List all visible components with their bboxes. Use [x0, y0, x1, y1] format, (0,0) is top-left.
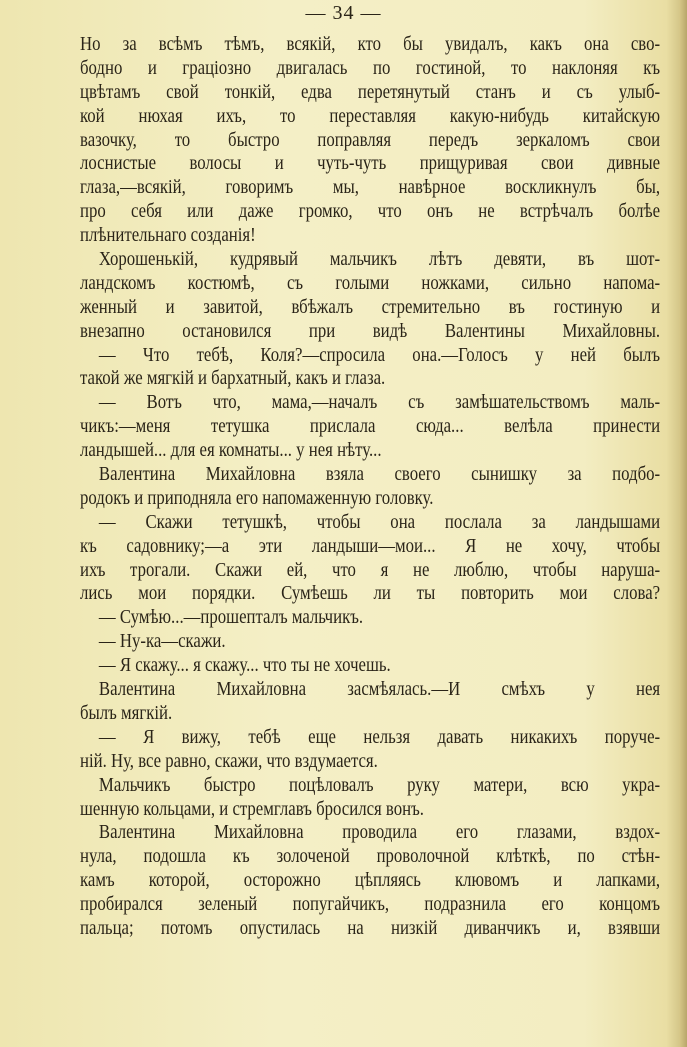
text-line: — Скажи тетушкѣ, чтобы она послала за ландышами — [98, 511, 661, 533]
text-line: женный и завитой, вбѣжалъ стремительно въ гостиную и — [80, 296, 661, 318]
page-number: — 34 — — [305, 2, 382, 24]
text-line: Валентина Михайловна взяла своего сынишку за подбо- — [98, 464, 661, 486]
text-line: пробирался зеленый попугайчикъ, подразнила его концомъ — [80, 894, 661, 916]
text-line: — Сумѣю...—прошепталъ мальчикъ. — [98, 607, 364, 629]
text-line: пальца; потомъ опустилась на низкій диванчикъ и, взявши — [80, 917, 661, 939]
text-line: ній. Ну, все равно, скажи, что вздумается. — [80, 750, 378, 772]
text-line: глаза,—всякій, говоримъ мы, навѣрное воскликнулъ бы, — [80, 177, 661, 199]
text-line: камъ которой, осторожно цѣпляясь клювомъ и лапками, — [80, 870, 661, 892]
text-line: шенную кольцами, и стремглавъ бросился вонъ. — [80, 798, 424, 820]
text-line: плѣнительнаго созданія! — [80, 225, 256, 247]
text-line: ландскомъ костюмѣ, съ голыми ножками, сильно напома- — [80, 272, 661, 294]
page-edge — [679, 0, 687, 1047]
text-line: Мальчикъ быстро поцѣловалъ руку матери, всю укра- — [98, 774, 661, 796]
text-line: — Вотъ что, мама,—началъ съ замѣшательствомъ маль- — [98, 392, 661, 414]
text-line: Хорошенькій, кудрявый мальчикъ лѣтъ девяти, въ шот- — [98, 249, 661, 271]
text-line: родокъ и приподняла его напомаженную головку. — [80, 487, 434, 509]
text-line: такой же мягкій и бархатный, какъ и глаза. — [80, 368, 386, 390]
text-line: Валентина Михайловна засмѣялась.—И смѣхъ у нея — [98, 679, 661, 701]
text-line: про себя или даже громко, что онъ не встрѣчалъ болѣе — [80, 201, 661, 223]
text-line: — Я вижу, тебѣ еще нельзя давать никакихъ поруче- — [98, 726, 661, 748]
text-line: ландышей... для ея комнаты... у нея нѣту... — [80, 440, 382, 462]
text-line: бодно и граціозно двигалась по гостиной, то наклоняя къ — [80, 57, 661, 79]
text-line: — Ну-ка—скажи. — [98, 631, 226, 653]
text-line: лоснистые волосы и чуть-чуть прищуривая свои дивные — [80, 153, 661, 175]
text-line: внезапно остановился при видѣ Валентины Михайловны. — [80, 320, 661, 342]
text-line: чикъ:—меня тетушка прислала сюда... велѣла принести — [80, 416, 661, 438]
text-line: Валентина Михайловна проводила его глазами, вздох- — [98, 822, 661, 844]
text-line: лись мои порядки. Сумѣешь ли ты повторить мои слова? — [80, 583, 661, 605]
text-line: кой нюхая ихъ, то переставляя какую-нибудь китайскую — [80, 105, 661, 127]
text-line: къ садовнику;—а эти ландыши—мои... Я не хочу, чтобы — [80, 535, 661, 557]
text-line: ихъ трогали. Скажи ей, что я не люблю, чтобы наруша- — [80, 559, 661, 581]
text-line: нула, подошла къ золоченой проволочной клѣткѣ, по стѣн- — [80, 846, 661, 868]
text-line: Но за всѣмъ тѣмъ, всякій, кто бы увидалъ, какъ она сво- — [80, 34, 661, 55]
page-text — [80, 33, 660, 941]
text-line: цвѣтамъ свой тонкій, едва перетянутый станъ и съ улыб- — [80, 81, 661, 103]
text-line: — Я скажу... я скажу... что ты не хочешь. — [98, 655, 391, 677]
text-line: былъ мягкій. — [80, 702, 173, 724]
text-line: — Что тебѣ, Коля?—спросила она.—Голосъ у ней былъ — [98, 344, 661, 366]
text-line: вазочку, то быстро поправляя передъ зеркаломъ свои — [80, 129, 661, 151]
